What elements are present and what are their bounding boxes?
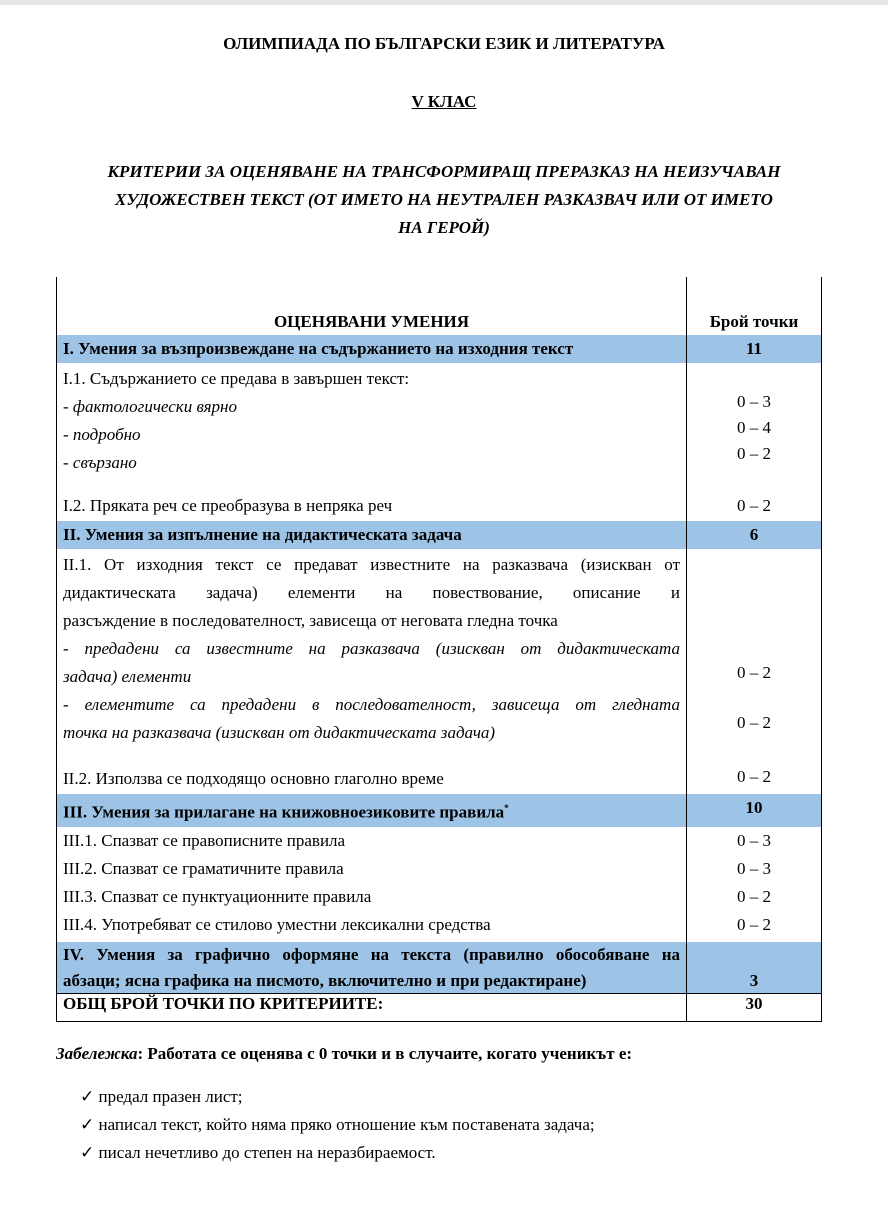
section-row — [57, 941, 822, 993]
list-item-text: написал текст, който няма пряко отношение към поставената задача; — [98, 1115, 595, 1134]
section-title-line: IV. Умения за графично оформяне на текста (правилно обособяване на — [63, 944, 680, 964]
section-row — [57, 794, 822, 827]
section-title: I. Умения за възпроизвеждане на съдържанието на изходния текст — [57, 335, 687, 364]
top-bar — [0, 0, 888, 5]
points: 0 – 2 — [737, 767, 771, 786]
criterion: - свързано — [63, 453, 137, 472]
criterion: задача) елементи — [63, 667, 192, 686]
list-item — [80, 1083, 595, 1111]
col-skills-header: ОЦЕНЯВАНИ УМЕНИЯ — [57, 277, 687, 335]
total-points: 30 — [687, 993, 822, 1021]
criterion: - предадени са известните на разказвача (изискван от дидактическата — [63, 639, 680, 658]
table-header-row — [57, 277, 822, 335]
section-points: 3 — [687, 941, 822, 993]
criterion: II.2. Използва се подходящо основно глаголно време — [63, 769, 444, 788]
criterion: точка на разказвача (изискван от дидактическата задача) — [63, 723, 496, 742]
points: 0 – 2 — [737, 914, 771, 934]
criterion: дидактическата задача) елементи на повествование, описание и — [63, 583, 680, 602]
section-title — [57, 941, 687, 993]
points: 0 – 3 — [737, 858, 771, 878]
points: 0 – 3 — [737, 392, 771, 411]
total-label: ОБЩ БРОЙ ТОЧКИ ПО КРИТЕРИИТЕ: — [57, 993, 687, 1021]
section-row — [57, 335, 822, 364]
section-points: 6 — [687, 521, 822, 550]
list-item-text: предал празен лист; — [98, 1087, 243, 1106]
subtitle-line: НА ГЕРОЙ) — [398, 218, 490, 237]
total-row — [57, 993, 822, 1021]
criterion: III.3. Спазват се пунктуационните правила — [63, 886, 372, 906]
check-icon: ✓ — [80, 1143, 95, 1162]
table-row — [57, 827, 822, 942]
note-text: : Работата се оценява с 0 точки и в случаите, когато ученикът е: — [137, 1044, 633, 1063]
criterion: - елементите са предадени в последователност, зависеща от гледната — [63, 695, 680, 714]
note-list — [80, 1083, 595, 1167]
criterion: - фактологически вярно — [63, 397, 237, 416]
section-title-line: абзаци; ясна графика на писмото, включително и при редактиране) — [63, 970, 587, 990]
section-row — [57, 521, 822, 550]
criteria-heading — [60, 158, 828, 242]
criterion: II.1. От изходния текст се предават известните на разказвача (изискван от — [63, 555, 680, 574]
section-title — [57, 794, 687, 827]
criterion: III.1. Спазват се правописните правила — [63, 830, 346, 850]
grade-heading: V КЛАС — [411, 92, 477, 111]
list-item — [80, 1111, 595, 1139]
list-item — [80, 1139, 595, 1167]
col-points-header: Брой точки — [687, 277, 822, 335]
subtitle-line: ХУДОЖЕСТВЕН ТЕКСТ (ОТ ИМЕТО НА НЕУТРАЛЕН РАЗКАЗВАЧ ИЛИ ОТ ИМЕТО — [115, 190, 773, 209]
section-points: 10 — [687, 794, 822, 827]
points: 0 – 2 — [737, 663, 771, 682]
criterion: I.1. Съдържанието се предава в завършен текст: — [63, 369, 410, 388]
check-icon: ✓ — [80, 1115, 95, 1134]
points: 0 – 2 — [737, 444, 771, 463]
section-points: 11 — [687, 335, 822, 364]
points: 0 – 2 — [737, 886, 771, 906]
note — [56, 1044, 632, 1064]
table-row — [57, 549, 822, 794]
note-label: Забележка — [56, 1044, 138, 1063]
criterion: разсъждение в последователност, зависеща от неговата гледна точка — [63, 611, 558, 630]
subtitle-line: КРИТЕРИИ ЗА ОЦЕНЯВАНЕ НА ТРАНСФОРМИРАЩ ПРЕРАЗКАЗ НА НЕИЗУЧАВАН — [107, 162, 781, 181]
section-title: II. Умения за изпълнение на дидактическата задача — [57, 521, 687, 550]
criterion: III.4. Употребяват се стилово уместни лексикални средства — [63, 914, 491, 934]
section-title-text: III. Умения за прилагане на книжовноезиковите правила — [63, 802, 505, 822]
criterion: I.2. Пряката реч се преобразува в непряка реч — [63, 496, 393, 515]
page-title: ОЛИМПИАДА ПО БЪЛГАРСКИ ЕЗИК И ЛИТЕРАТУРА — [223, 34, 665, 53]
check-icon: ✓ — [80, 1087, 95, 1106]
criterion: - подробно — [63, 425, 141, 444]
footnote-mark: * — [504, 803, 509, 813]
points: 0 – 2 — [737, 496, 771, 515]
criterion: III.2. Спазват се граматичните правила — [63, 858, 344, 878]
list-item-text: писал нечетливо до степен на неразбираемост. — [98, 1143, 436, 1162]
points: 0 – 2 — [737, 713, 771, 732]
points: 0 – 3 — [737, 830, 771, 850]
points: 0 – 4 — [737, 418, 771, 437]
table-row — [57, 363, 822, 521]
criteria-table — [56, 277, 822, 1022]
